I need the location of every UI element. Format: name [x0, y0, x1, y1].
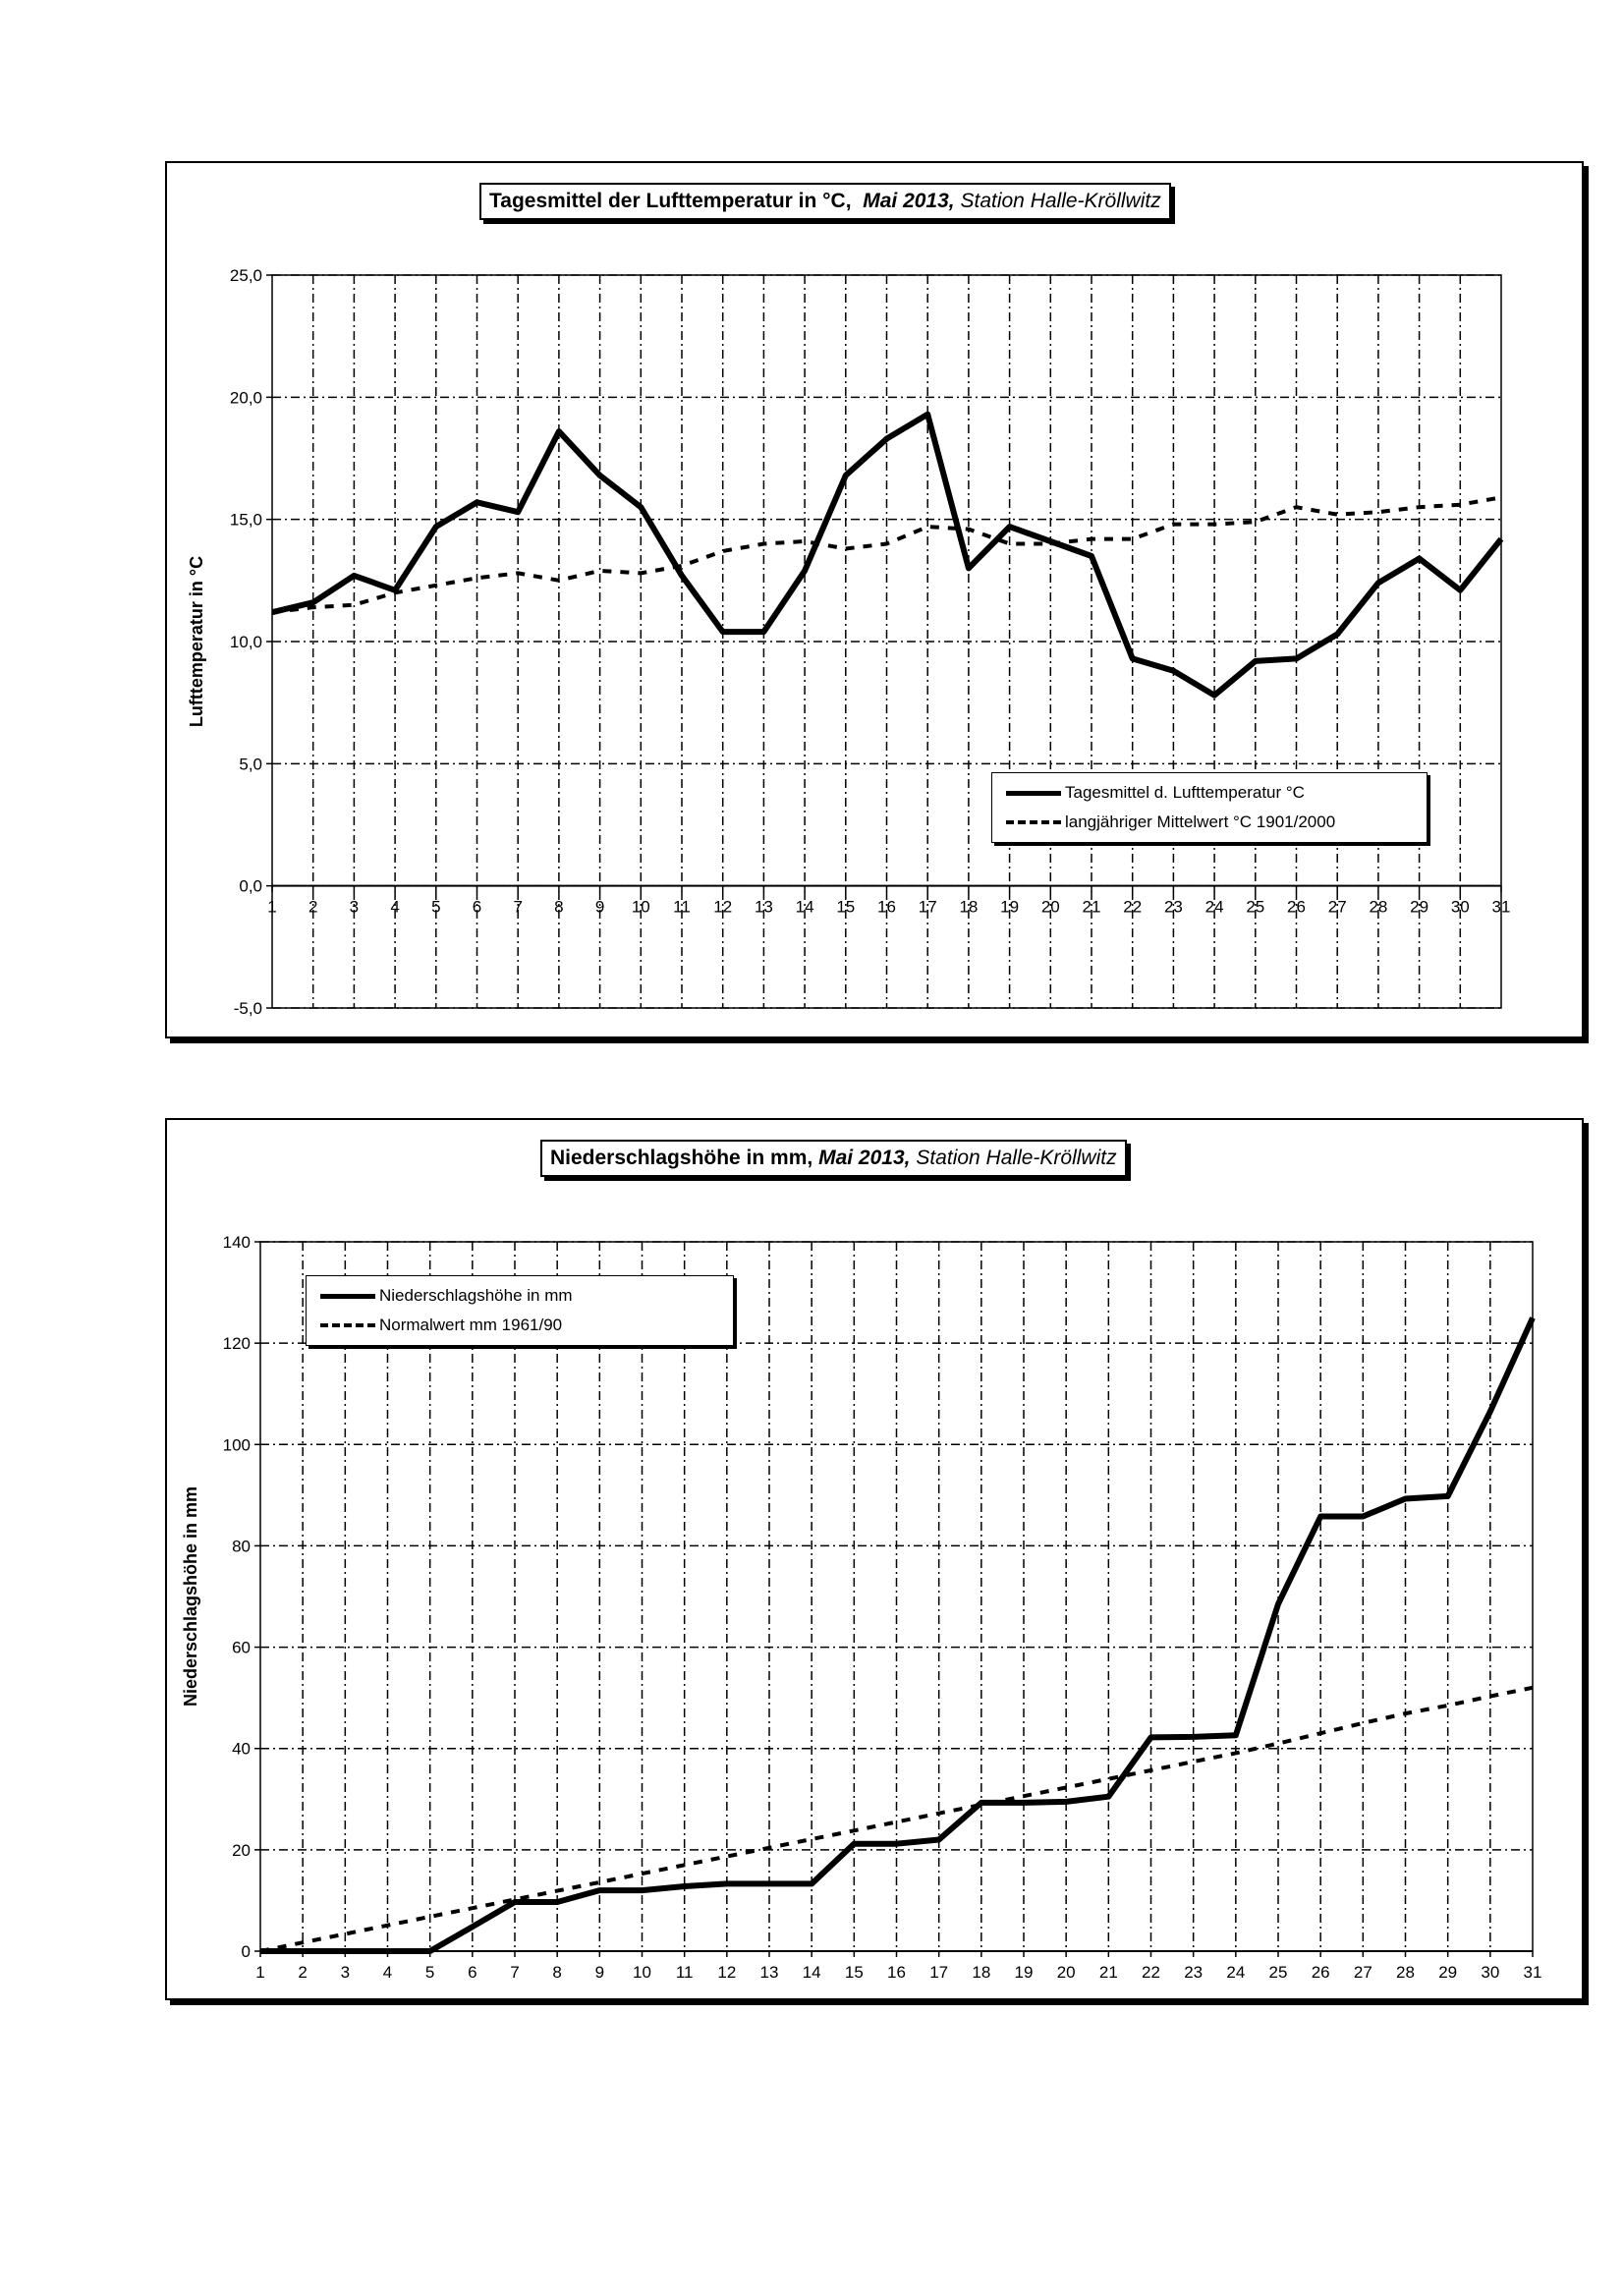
precip-x-tick-label: 19 [1014, 1963, 1034, 1982]
temp-x-tick-label: 9 [594, 897, 605, 917]
temp-x-tick-label: 14 [795, 897, 814, 917]
temp-x-tick-label: 4 [390, 897, 400, 917]
temp-x-tick-label: 31 [1491, 897, 1511, 917]
precip-x-tick-label: 24 [1226, 1963, 1246, 1982]
temperature-title-main: Tagesmittel der Lufttemperatur in °C, [489, 190, 852, 212]
legend-solid-line-icon [1006, 791, 1061, 796]
temp-y-tick-label: -5,0 [233, 999, 262, 1018]
temperature-legend-label-longterm: langjähriger Mittelwert °C 1901/2000 [1065, 812, 1336, 831]
precipitation-chart-title [540, 1140, 1127, 1177]
temp-x-tick-label: 18 [959, 897, 979, 917]
precip-x-tick-label: 26 [1311, 1963, 1330, 1982]
precip-x-tick-label: 15 [844, 1963, 864, 1982]
temp-x-tick-label: 7 [513, 897, 523, 917]
precip-x-tick-label: 10 [633, 1963, 651, 1982]
precip-y-axis-label: Niederschlagshöhe in mm [181, 1485, 200, 1708]
temp-x-tick-label: 29 [1410, 897, 1429, 917]
legend-dashed-line-icon [1006, 820, 1061, 824]
precipitation-legend-label-normal: Normalwert mm 1961/90 [379, 1316, 563, 1334]
temp-x-tick-label: 12 [713, 897, 733, 917]
precip-x-tick-label: 8 [552, 1963, 562, 1982]
precip-x-tick-label: 1 [255, 1963, 265, 1982]
precip-x-tick-label: 27 [1353, 1963, 1372, 1982]
precipitation-title-station: Station Halle-Kröllwitz [916, 1147, 1117, 1169]
temp-x-tick-label: 21 [1082, 897, 1101, 917]
precipitation-legend-entry-normal [307, 1313, 562, 1338]
temp-x-tick-label: 27 [1327, 897, 1347, 917]
precipitation-legend-entry-measured [307, 1283, 573, 1309]
precipitation-legend-label-measured: Niederschlagshöhe in mm [379, 1286, 573, 1305]
temp-y-tick-label: 0,0 [239, 876, 262, 896]
temp-x-tick-label: 17 [918, 897, 937, 917]
precip-x-tick-label: 25 [1268, 1963, 1288, 1982]
precip-x-tick-label: 14 [802, 1963, 821, 1982]
temperature-chart-title [479, 183, 1171, 220]
temp-x-tick-label: 30 [1450, 897, 1470, 917]
temperature-title-period: Mai 2013, [863, 190, 955, 212]
temperature-plot [167, 163, 1582, 1036]
temperature-legend [991, 772, 1428, 843]
temp-x-tick-label: 1 [267, 897, 277, 917]
precip-x-tick-label: 3 [340, 1963, 351, 1982]
temp-x-tick-label: 20 [1040, 897, 1060, 917]
precip-x-tick-label: 30 [1481, 1963, 1500, 1982]
temperature-legend-entry-daily [992, 780, 1305, 806]
precip-x-tick-label: 20 [1056, 1963, 1076, 1982]
temp-y-tick-label: 25,0 [229, 266, 262, 285]
precipitation-title-period: Mai 2013, [818, 1147, 911, 1169]
precip-x-tick-label: 7 [510, 1963, 520, 1982]
temp-x-tick-label: 28 [1369, 897, 1388, 917]
temp-x-tick-label: 2 [308, 897, 318, 917]
legend-solid-line-icon [320, 1294, 375, 1299]
precipitation-chart [165, 1118, 1584, 2000]
temperature-legend-entry-longterm [992, 810, 1335, 835]
temp-x-tick-label: 8 [554, 897, 564, 917]
precip-y-tick-label: 20 [232, 1840, 251, 1860]
precip-y-tick-label: 120 [222, 1334, 251, 1354]
precipitation-plot [167, 1120, 1582, 1998]
temp-x-tick-label: 6 [472, 897, 482, 917]
precip-x-tick-label: 18 [972, 1963, 991, 1982]
precip-x-tick-label: 31 [1523, 1963, 1542, 1982]
precipitation-title-main: Niederschlagshöhe in mm, [550, 1147, 813, 1169]
precip-x-tick-label: 9 [594, 1963, 605, 1982]
precipitation-legend [306, 1275, 734, 1346]
precip-x-tick-label: 23 [1184, 1963, 1204, 1982]
temp-x-tick-label: 13 [754, 897, 773, 917]
precip-y-tick-label: 40 [232, 1739, 251, 1759]
precip-x-tick-label: 5 [424, 1963, 435, 1982]
temp-y-tick-label: 15,0 [229, 510, 262, 530]
temperature-title-station: Station Halle-Kröllwitz [960, 190, 1161, 212]
temp-x-tick-label: 25 [1246, 897, 1265, 917]
temp-x-tick-label: 23 [1163, 897, 1183, 917]
legend-dashed-line-icon [320, 1323, 375, 1327]
precip-y-tick-label: 80 [232, 1537, 251, 1556]
temp-x-tick-label: 26 [1287, 897, 1306, 917]
temp-y-tick-label: 5,0 [239, 755, 262, 774]
precip-x-tick-label: 29 [1438, 1963, 1458, 1982]
precip-x-tick-label: 2 [298, 1963, 308, 1982]
temp-x-tick-label: 16 [877, 897, 896, 917]
precip-x-tick-label: 12 [717, 1963, 737, 1982]
precip-y-tick-label: 60 [232, 1638, 251, 1657]
precip-x-tick-label: 4 [382, 1963, 393, 1982]
temperature-chart [165, 161, 1584, 1038]
precip-y-tick-label: 140 [222, 1233, 251, 1252]
precip-x-tick-label: 17 [929, 1963, 949, 1982]
temp-y-axis-label: Lufttemperatur in °C [187, 555, 206, 728]
temp-x-tick-label: 5 [431, 897, 441, 917]
temp-y-tick-label: 10,0 [229, 633, 262, 651]
precip-x-tick-label: 16 [887, 1963, 906, 1982]
temp-x-tick-label: 19 [1000, 897, 1020, 917]
temperature-legend-label-daily: Tagesmittel d. Lufttemperatur °C [1065, 783, 1305, 802]
precip-x-tick-label: 13 [759, 1963, 779, 1982]
temp-x-tick-label: 15 [836, 897, 856, 917]
temp-x-tick-label: 22 [1123, 897, 1143, 917]
precip-y-tick-label: 100 [222, 1435, 251, 1455]
precip-x-tick-label: 22 [1142, 1963, 1160, 1982]
precip-x-tick-label: 6 [468, 1963, 477, 1982]
temp-x-tick-label: 11 [673, 897, 691, 917]
temp-x-tick-label: 24 [1204, 897, 1224, 917]
precip-x-tick-label: 28 [1396, 1963, 1415, 1982]
precip-x-tick-label: 11 [675, 1963, 694, 1982]
precip-x-tick-label: 21 [1098, 1963, 1118, 1982]
temp-x-tick-label: 10 [631, 897, 650, 917]
precip-y-tick-label: 0 [241, 1942, 251, 1961]
temp-x-tick-label: 3 [349, 897, 360, 917]
temp-y-tick-label: 20,0 [229, 388, 262, 408]
